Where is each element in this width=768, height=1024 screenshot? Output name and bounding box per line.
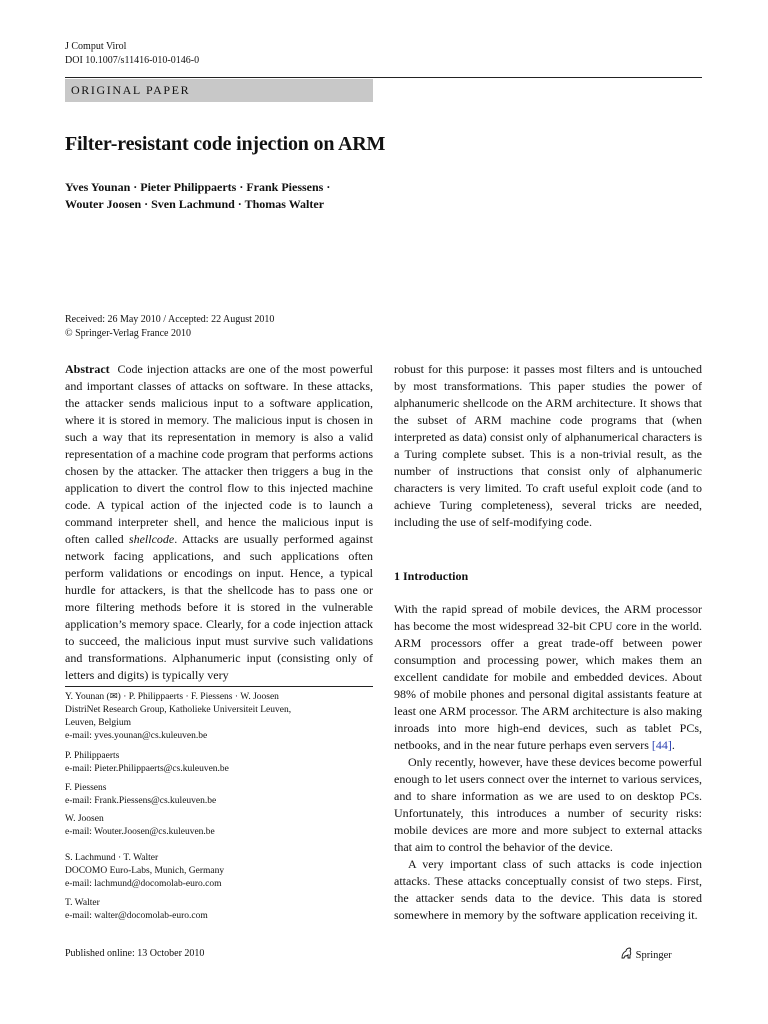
intro-p1-end: . <box>671 738 675 752</box>
footnote-place: Leuven, Belgium <box>65 718 131 728</box>
footnote-email: e-mail: Frank.Piessens@cs.kuleuven.be <box>65 796 217 806</box>
footnote-names: P. Philippaerts <box>65 751 120 761</box>
footnote-names: S. Lachmund · T. Walter <box>65 853 159 863</box>
publisher-name: Springer <box>635 950 672 961</box>
footnote-names: F. Piessens <box>65 783 107 793</box>
received-accepted: Received: 26 May 2010 / Accepted: 22 August 2010 <box>65 314 275 325</box>
abstract-text-2: . Attacks are usually performed against network facing applications, and such applications often perform validations or encodings on input. Hence, a typical hurdle for attackers, is that the shellcode has to pass one or more filtering methods before it is stored in the vulnerable application’s memory space. Clearly, for a code injection attack to succeed, the malicious input must survive such validations and transformations. Alphanumeric input (consisting only of letters and digits) is typically very <box>65 532 373 682</box>
section-heading: 1 Introduction <box>394 569 469 583</box>
abstract-text-1: Code injection attacks are one of the most powerful and important classes of attacks on software. In these attacks, the attacker sends malicious input to a software application, where it is stored in memory. The malicious input is chosen in such a way that its representation in memory is also a valid representation of a machine code program that performs actions chosen by the attacker. The attacker then triggers a bug in the application to divert the control flow to this injected machine code. A typical action of the injected code is to launch a command interpreter shell, and hence the malicious input is often called <box>65 362 374 546</box>
citation-link[interactable]: [44] <box>651 738 672 752</box>
paper-title: Filter-resistant code injection on ARM <box>65 133 386 155</box>
footnote-6 <box>65 897 373 923</box>
header-rule <box>65 77 702 78</box>
footnote-3 <box>65 782 373 808</box>
intro-paragraph-1 <box>394 601 702 754</box>
footnote-email: e-mail: Wouter.Joosen@cs.kuleuven.be <box>65 827 215 837</box>
springer-horse-icon <box>620 947 633 959</box>
footnote-5 <box>65 852 373 891</box>
abstract-term: shellcode <box>128 532 175 546</box>
intro-p1-text: With the rapid spread of mobile devices, the ARM processor has become the most widespread 32-bit CPU core in the world. ARM processors offer a great trade-off between power consumption and processing power, which makes them an excellent candidate for mobile and embedded devices. About 98% of mobile phones and personal digital assistants feature at least one ARM processor. The ARM architecture is also making inroads into more high-end devices, such as tablet PCs, netbooks, and in the near future perhaps even servers <box>394 602 702 752</box>
intro-paragraph-2: Only recently, however, have these devices become powerful enough to let users connect over the internet to various services, and to share information as we are used to on desktop PCs. Unfortunately, this introduces a number of security risks: mobile devices are more and more subject to external attacks that aim to control the behavior of the device. <box>394 755 702 854</box>
abstract <box>65 361 373 684</box>
section-band: ORIGINAL PAPER <box>65 79 373 102</box>
copyright: © Springer-Verlag France 2010 <box>65 328 191 339</box>
author-list <box>65 179 330 213</box>
intro-paragraph-3: A very important class of such attacks is code injection attacks. These attacks conceptually consist of two steps. First, the attacker sends data to the device. This data is stored somewhere in memory by the software application receiving it. <box>394 857 702 922</box>
footnote-2 <box>65 750 373 776</box>
footnote-4 <box>65 813 373 839</box>
author-line-1: Yves Younan · Pieter Philippaerts · Frank Piessens · <box>65 180 331 194</box>
footnote-affiliation: DOCOMO Euro-Labs, Munich, Germany <box>65 866 225 876</box>
published-online: Published online: 13 October 2010 <box>65 948 205 959</box>
footnote-names: T. Walter <box>65 898 100 908</box>
footnote-names: W. Joosen <box>65 814 104 824</box>
footnote-email: e-mail: yves.younan@cs.kuleuven.be <box>65 731 208 741</box>
dates-block <box>65 313 274 341</box>
footnote-email: e-mail: lachmund@docomolab-euro.com <box>65 879 222 889</box>
author-line-2: Wouter Joosen · Sven Lachmund · Thomas Walter <box>65 197 325 211</box>
publisher-logo <box>620 947 672 961</box>
doi: DOI 10.1007/s11416-010-0146-0 <box>65 55 200 66</box>
journal-name: J Comput Virol <box>65 41 127 52</box>
abstract-continuation: robust for this purpose: it passes most filters and is untouched by most transformations. This paper studies the power of alphanumeric shellcode on the ARM architecture. It shows that the subset of ARM machine code programs that (when interpreted as data) consist only of alphanumerical characters is a Turing complete subset. This is a non-trivial result, as the number of instructions that consist only of alphanumeric characters is very limited. To craft useful exploit code (and to achieve Turing completeness), several tricks are needed, including the use of self-modifying code. <box>394 362 702 529</box>
abstract-label: Abstract <box>65 362 110 376</box>
footnote-email: e-mail: walter@docomolab-euro.com <box>65 911 208 921</box>
footnote-names: Y. Younan (✉) · P. Philippaerts · F. Piessens · W. Joosen <box>65 692 279 702</box>
footnote-email: e-mail: Pieter.Philippaerts@cs.kuleuven.be <box>65 764 229 774</box>
footnote-affiliation: DistriNet Research Group, Katholieke Universiteit Leuven, <box>65 705 292 715</box>
footnote-1 <box>65 691 373 743</box>
introduction-body <box>394 601 702 924</box>
footnote-rule <box>65 686 373 687</box>
